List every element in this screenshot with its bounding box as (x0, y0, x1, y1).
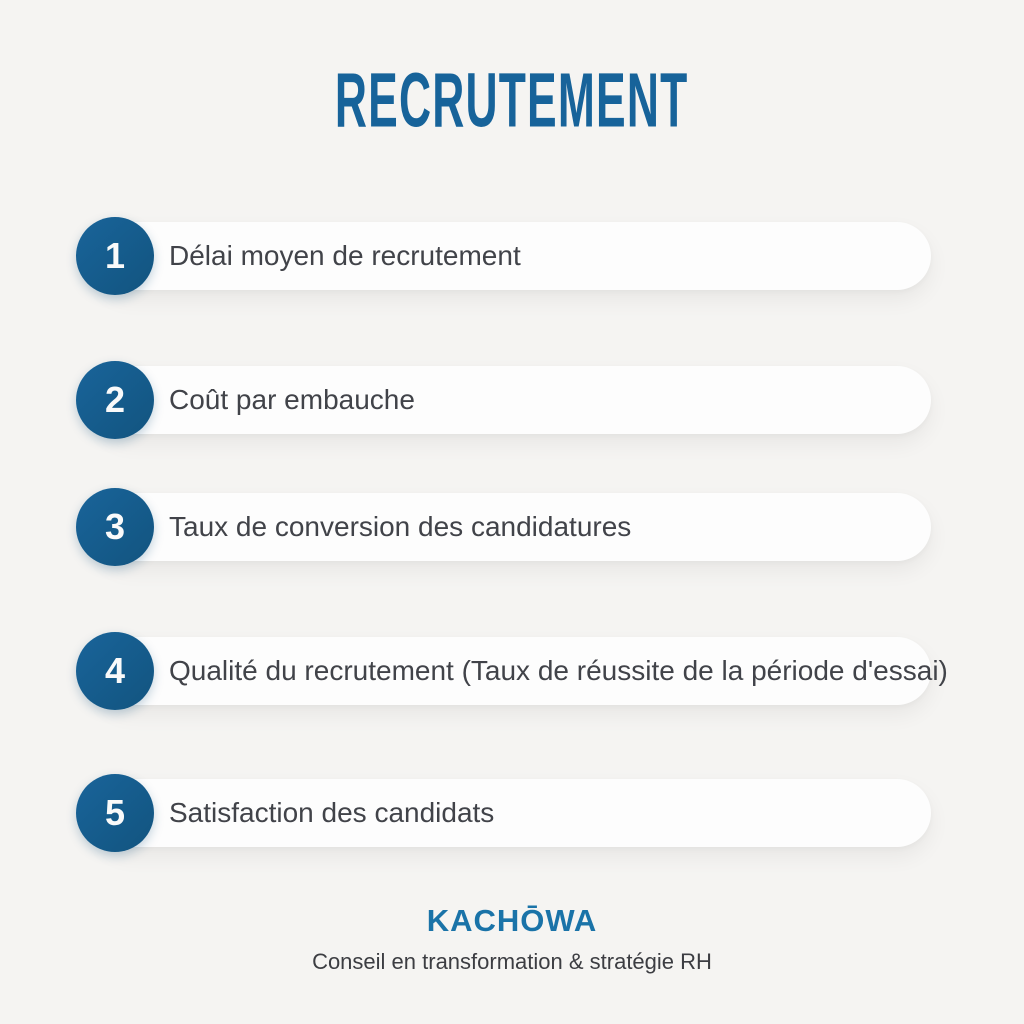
item-number: 1 (104, 235, 126, 276)
item-number: 2 (104, 379, 126, 420)
item-label: Coût par embauche (169, 384, 415, 415)
item-label: Taux de conversion des candidatures (169, 511, 632, 542)
brand-tagline: Conseil en transformation & stratégie RH (312, 949, 712, 974)
page-title (0, 56, 1024, 144)
item-label: Satisfaction des candidats (169, 797, 495, 828)
item-number: 5 (104, 792, 126, 833)
item-number: 3 (104, 506, 126, 547)
item-number-badge (76, 361, 154, 439)
item-number-badge (76, 774, 154, 852)
item-number-badge (76, 217, 154, 295)
list-item (76, 632, 948, 710)
page-title-text: RECRUTEMENT (335, 56, 689, 144)
list-item (76, 217, 931, 295)
list-item (76, 361, 931, 439)
item-number-badge (76, 632, 154, 710)
brand-name: KACHŌWA (426, 903, 598, 938)
list-item (76, 774, 931, 852)
item-label: Qualité du recrutement (Taux de réussite de la période d'essai) (169, 655, 948, 686)
item-number-badge (76, 488, 154, 566)
item-label: Délai moyen de recrutement (169, 240, 521, 271)
list-item (76, 488, 931, 566)
item-number: 4 (104, 650, 126, 691)
